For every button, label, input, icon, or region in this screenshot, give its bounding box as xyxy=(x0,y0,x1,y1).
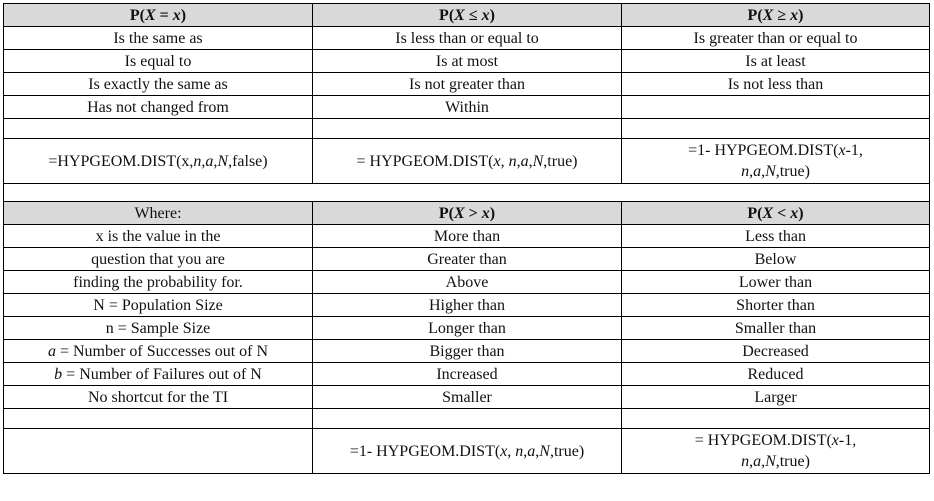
table-cell: Is less than or equal to xyxy=(313,27,622,50)
blank-cell xyxy=(313,409,622,429)
formula-row-top xyxy=(4,139,930,184)
blank-row xyxy=(4,119,930,139)
header-less: P(X < x) xyxy=(622,202,930,225)
where-cell: question that you are xyxy=(4,248,313,271)
table-cell: Is not less than xyxy=(622,73,930,96)
table-row xyxy=(4,271,930,294)
table-cell: Within xyxy=(313,96,622,119)
where-cell: No shortcut for the TI xyxy=(4,386,313,409)
formula-equal: =HYPGEOM.DIST(x,n,a,N,false) xyxy=(4,139,313,184)
blank-row xyxy=(4,409,930,429)
table-row xyxy=(4,363,930,386)
bottom-header-row xyxy=(4,202,930,225)
where-cell: x is the value in the xyxy=(4,225,313,248)
where-cell: a = Number of Successes out of N xyxy=(4,340,313,363)
table-cell: Bigger than xyxy=(313,340,622,363)
table-row xyxy=(4,386,930,409)
table-cell: Below xyxy=(622,248,930,271)
table-cell: Greater than xyxy=(313,248,622,271)
gap-cell xyxy=(4,184,930,202)
blank-cell xyxy=(4,409,313,429)
table-cell: Reduced xyxy=(622,363,930,386)
formula-less-equal: = HYPGEOM.DIST(x, n,a,N,true) xyxy=(313,139,622,184)
formula-less: = HYPGEOM.DIST(x-1, n,a,N,true) xyxy=(622,429,930,474)
table-cell: Increased xyxy=(313,363,622,386)
hypergeometric-reference-table xyxy=(3,3,930,474)
table-cell: Is not greater than xyxy=(313,73,622,96)
table-cell: Larger xyxy=(622,386,930,409)
where-cell: b = Number of Failures out of N xyxy=(4,363,313,386)
header-where: Where: xyxy=(4,202,313,225)
section-gap xyxy=(4,184,930,202)
header-equal: P(X = x) xyxy=(4,4,313,27)
table-row xyxy=(4,50,930,73)
table-cell: Is at most xyxy=(313,50,622,73)
table-cell: More than xyxy=(313,225,622,248)
table-row xyxy=(4,340,930,363)
where-cell: n = Sample Size xyxy=(4,317,313,340)
blank-cell xyxy=(622,409,930,429)
table-cell: Is exactly the same as xyxy=(4,73,313,96)
formula-row-bottom xyxy=(4,429,930,474)
blank-cell xyxy=(4,429,313,474)
blank-cell xyxy=(622,119,930,139)
header-greater: P(X > x) xyxy=(313,202,622,225)
table-cell: Is greater than or equal to xyxy=(622,27,930,50)
table-row xyxy=(4,96,930,119)
table-cell: Smaller than xyxy=(622,317,930,340)
formula-greater-equal: =1- HYPGEOM.DIST(x-1, n,a,N,true) xyxy=(622,139,930,184)
header-less-equal: P(X ≤ x) xyxy=(313,4,622,27)
table-cell: Has not changed from xyxy=(4,96,313,119)
table-cell: Is equal to xyxy=(4,50,313,73)
table-cell xyxy=(622,96,930,119)
table-cell: Less than xyxy=(622,225,930,248)
blank-cell xyxy=(313,119,622,139)
table-cell: Above xyxy=(313,271,622,294)
table-row xyxy=(4,294,930,317)
table-cell: Longer than xyxy=(313,317,622,340)
table-row xyxy=(4,248,930,271)
header-greater-equal: P(X ≥ x) xyxy=(622,4,930,27)
table-cell: Smaller xyxy=(313,386,622,409)
reference-table xyxy=(3,3,930,474)
table-row xyxy=(4,27,930,50)
table-row xyxy=(4,225,930,248)
table-cell: Is the same as xyxy=(4,27,313,50)
blank-cell xyxy=(4,119,313,139)
table-cell: Higher than xyxy=(313,294,622,317)
where-cell: N = Population Size xyxy=(4,294,313,317)
where-cell: finding the probability for. xyxy=(4,271,313,294)
top-header-row xyxy=(4,4,930,27)
table-cell: Lower than xyxy=(622,271,930,294)
table-cell: Shorter than xyxy=(622,294,930,317)
table-cell: Decreased xyxy=(622,340,930,363)
table-cell: Is at least xyxy=(622,50,930,73)
table-row xyxy=(4,73,930,96)
formula-greater: =1- HYPGEOM.DIST(x, n,a,N,true) xyxy=(313,429,622,474)
table-row xyxy=(4,317,930,340)
